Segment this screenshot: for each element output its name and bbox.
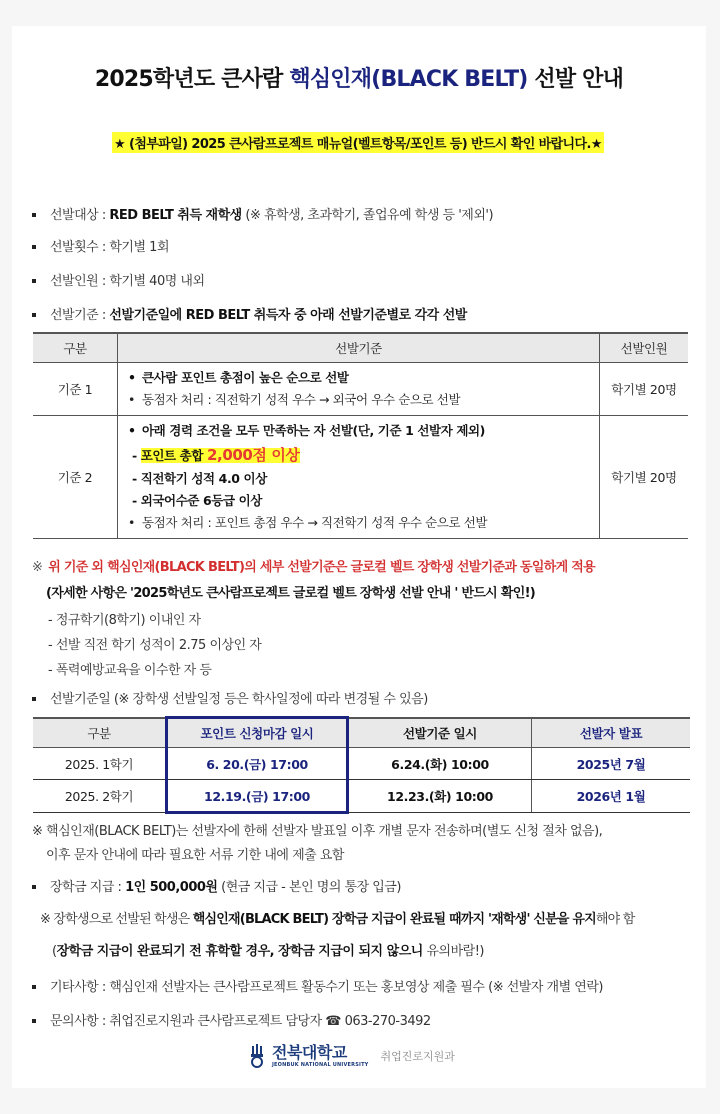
value: 선발기준일에 RED BELT 취득자 중 아래 선발기준별로 각각 선발 <box>109 308 467 323</box>
note: (현금 지급 - 본인 명의 통장 입금) <box>217 880 401 895</box>
reference-mark: ※ <box>32 560 43 575</box>
label: 기타사항 : 핵심인재 선발자는 큰사람프로젝트 활동수기 또는 홍보영상 제출 필수 (※ 선발자 개별 연락) <box>50 980 603 995</box>
header-term: 구분 <box>33 718 167 748</box>
schedule-label <box>32 688 428 707</box>
phone-icon: ☎ <box>325 1014 341 1029</box>
scholarship <box>32 876 401 895</box>
criteria-line <box>128 490 589 512</box>
deadline: 12.19.(금) 17:00 <box>167 780 348 813</box>
label: 선발횟수 : 학기별 1회 <box>50 240 170 255</box>
status-prefix: ※ 장학생으로 선발된 학생은 <box>40 912 193 927</box>
criteria-line: • 큰사람 포인트 총점이 높은 순으로 선발 <box>128 370 349 385</box>
criteria-line <box>128 468 589 490</box>
deadline: 6. 20.(금) 17:00 <box>167 748 348 780</box>
header-count: 선발인원 <box>600 333 689 363</box>
criteria-text: 아래 경력 조건을 모두 만족하는 자 선발(단, 기준 1 선발자 제외) <box>142 423 485 438</box>
square-bullet-icon <box>32 213 36 217</box>
table-row <box>33 780 690 813</box>
phone-number: 063-270-3492 <box>340 1014 431 1029</box>
row-category: 기준 1 <box>33 363 118 416</box>
document-page <box>12 26 706 1088</box>
label: 선발기준 : <box>50 308 110 323</box>
title-accent: 핵심인재(BLACK BELT) <box>289 67 528 92</box>
red-note-text: 위 기준 외 핵심인재(BLACK BELT)의 세부 선발기준은 글로컬 벨트 장학생 선발기준과 동일하게 적용 <box>48 560 595 575</box>
value: RED BELT 취득 재학생 <box>109 208 242 223</box>
manual-notice-highlight: ★ (첨부파일) 2025 큰사람프로젝트 매뉴얼(벨트항목/포인트 등) 반드시 확인 바랍니다.★ <box>112 132 604 153</box>
info-people <box>32 270 205 289</box>
university-logo-icon <box>250 1044 264 1068</box>
red-note <box>32 556 595 575</box>
warning-suffix: 유의바람!) <box>422 944 484 959</box>
header-deadline: 포인트 신청마감 일시 <box>167 718 348 748</box>
info-criteria <box>32 304 467 323</box>
row-criteria <box>118 363 600 416</box>
criteria-line-points: - 포인트 총합 2,000점 이상 <box>128 446 300 464</box>
square-bullet-icon <box>32 697 36 701</box>
header-category: 구분 <box>33 333 118 363</box>
criteria-date: 12.23.(화) 10:00 <box>348 780 532 813</box>
note: (※ 휴학생, 초과학기, 졸업유예 학생 등 '제외') <box>241 208 494 223</box>
warning-note <box>52 940 484 959</box>
status-bold: 핵심인재(BLACK BELT) 장학금 지급이 완료될 때까지 '재학생' 신분을 유지 <box>192 912 596 927</box>
label: 선발기준일 (※ 장학생 선발일정 등은 학사일정에 따라 변경될 수 있음) <box>50 692 428 707</box>
square-bullet-icon <box>32 279 36 283</box>
row-count: 학기별 20명 <box>600 416 689 539</box>
warning-bold: 장학금 지급이 완료되기 전 휴학할 경우, 장학금 지급이 되지 않으니 <box>56 944 423 959</box>
sub-condition: - 폭력예방교육을 이수한 자 등 <box>48 663 212 678</box>
criteria-text: - 직전학기 성적 4.0 이상 <box>131 471 267 486</box>
table-row <box>33 748 690 780</box>
table-row <box>33 363 688 416</box>
sms-note-line2: 이후 문자 안내에 따라 필요한 서류 기한 내에 제출 요함 <box>46 848 344 863</box>
info-count <box>32 236 169 255</box>
value: 1인 500,000원 <box>125 880 218 895</box>
criteria-line: • 아래 경력 조건을 모두 만족하는 자 선발(단, 기준 1 선발자 제외) <box>128 423 485 438</box>
row-criteria <box>118 416 600 539</box>
square-bullet-icon <box>32 245 36 249</box>
label: 선발인원 : 학기별 40명 내외 <box>50 274 205 289</box>
logo-english: JEONBUK NATIONAL UNIVERSITY <box>272 1061 369 1068</box>
header-announcement: 선발자 발표 <box>532 718 691 748</box>
status-suffix: 해야 함 <box>595 912 635 927</box>
label: 문의사항 : 취업진로지원과 큰사람프로젝트 담당자 <box>50 1014 326 1029</box>
square-bullet-icon <box>32 885 36 889</box>
criteria-text: 동점자 처리 : 포인트 총점 우수 → 직전학기 성적 우수 순으로 선발 <box>142 515 488 530</box>
term: 2025. 2학기 <box>33 780 167 813</box>
info-target <box>32 204 493 223</box>
page-title <box>12 62 706 93</box>
header-criteria: 선발기준 <box>118 333 600 363</box>
sms-note-line1: ※ 핵심인재(BLACK BELT)는 선발자에 한해 선발자 발표일 이후 개별 문자 전송하며(별도 신청 절차 없음), <box>32 824 603 839</box>
criteria-text: 큰사람 포인트 총점이 높은 순으로 선발 <box>142 370 349 385</box>
announcement: 2026년 1월 <box>532 780 691 813</box>
row-count: 학기별 20명 <box>600 363 689 416</box>
label: 장학금 지급 : <box>50 880 126 895</box>
logo-korean: 전북대학교 <box>272 1042 347 1062</box>
criteria-date: 6.24.(화) 10:00 <box>348 748 532 780</box>
schedule-table <box>33 716 690 814</box>
points-prefix: 포인트 총합 <box>140 448 207 463</box>
square-bullet-icon <box>32 313 36 317</box>
status-note <box>40 908 634 927</box>
row-category: 기준 2 <box>33 416 118 539</box>
square-bullet-icon <box>32 1019 36 1023</box>
table-header-row <box>33 718 690 748</box>
university-logo <box>272 1042 369 1068</box>
criteria-text: - 외국어수준 6등급 이상 <box>131 493 262 508</box>
label: 선발대상 : <box>50 208 110 223</box>
warning-open: ( <box>52 944 57 959</box>
etc-info <box>32 976 603 995</box>
sub-condition: - 정규학기(8학기) 이내인 자 <box>48 613 201 628</box>
term: 2025. 1학기 <box>33 748 167 780</box>
announcement: 2025년 7월 <box>532 748 691 780</box>
title-suffix: 선발 안내 <box>527 67 624 92</box>
table-row <box>33 416 688 539</box>
sub-condition: - 선발 직전 학기 성적이 2.75 이상인 자 <box>48 638 262 653</box>
points-highlight <box>141 448 300 463</box>
contact-info <box>32 1010 431 1029</box>
criteria-line: • 동점자 처리 : 직전학기 성적 우수 → 외국어 우수 순으로 선발 <box>128 392 461 407</box>
criteria-table <box>33 332 688 539</box>
title-prefix: 2025학년도 큰사람 <box>94 67 290 92</box>
criteria-text: 동점자 처리 : 직전학기 성적 우수 → 외국어 우수 순으로 선발 <box>142 392 461 407</box>
points-value: 2,000점 이상 <box>206 446 300 464</box>
criteria-line: • 동점자 처리 : 포인트 총점 우수 → 직전학기 성적 우수 순으로 선발 <box>128 515 488 530</box>
square-bullet-icon <box>32 985 36 989</box>
footer <box>250 1044 455 1068</box>
table-header-row <box>33 333 688 363</box>
department-name: 취업진로지원과 <box>380 1050 455 1063</box>
detail-note: (자세한 사항은 '2025학년도 큰사람프로젝트 글로컬 벨트 장학생 선발 안내 ' 반드시 확인!) <box>46 586 536 601</box>
header-criteria-date: 선발기준 일시 <box>348 718 532 748</box>
